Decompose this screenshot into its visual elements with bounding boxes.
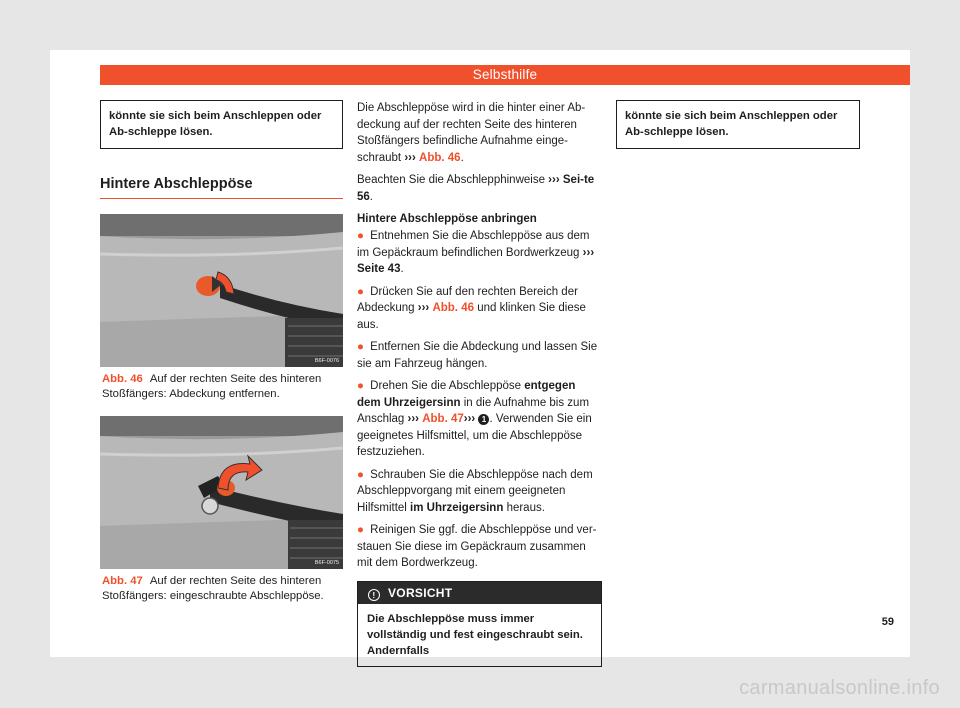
arrow-icon: ››› [407, 413, 420, 425]
figure-ref-link[interactable]: Abb. 47 [422, 413, 464, 425]
watermark: carmanualsonline.info [739, 677, 940, 699]
figure-47-caption [100, 574, 343, 604]
list-item [357, 467, 602, 517]
list-item-text: Entfernen Sie die Abdeckung und lassen Sie sie am Fahrzeug hängen. [357, 341, 598, 370]
emphasis-text: entgegen dem Uhrzeigersinn [357, 380, 576, 409]
figure-47 [100, 416, 343, 569]
figure-46-caption [100, 372, 343, 402]
figure-code: B6F-0075 [314, 560, 339, 566]
figure-label: Abb. 47 [102, 575, 143, 587]
bumper-cover-illustration [100, 214, 343, 367]
figure-ref-link[interactable]: Abb. 46 [419, 151, 461, 164]
tow-eye-illustration [100, 416, 343, 569]
list-item-text: Drücken Sie auf den rechten Bereich der Abdeckung [357, 285, 578, 314]
caption-text: Auf der rechten Seite des hinteren Stoßfängers: Abdeckung entfernen. [102, 373, 322, 400]
list-item-text: in die Aufnahme bis zum Anschlag [357, 396, 590, 425]
page-ref-link[interactable]: Sei-te 56 [357, 174, 595, 203]
arrow-icon: ››› [548, 174, 560, 186]
section-heading: Hintere Abschleppöse [100, 176, 343, 199]
continued-warning-box: könnte sie sich beim Anschleppen oder Ab-schleppe lösen. [616, 100, 860, 149]
bullet-icon: ● [357, 341, 364, 353]
figure-label: Abb. 46 [102, 373, 143, 385]
caution-header [358, 582, 601, 604]
emphasis-text: im Uhrzeigersinn [410, 501, 504, 514]
caution-title: VORSICHT [388, 585, 453, 600]
list-item [357, 284, 602, 334]
paragraph-text: Die Abschleppöse wird in die hinter einer Ab-deckung auf der rechten Seite des hinteren Stoßfängers befindliche Aufnahme einge-schraubt [357, 102, 586, 164]
arrow-icon: ››› [417, 302, 430, 314]
list-item-text: . Verwenden Sie ein geeignetes Hilfsmittel, um die Abschleppöse festzuziehen. [357, 413, 592, 458]
column-middle [357, 100, 602, 667]
list-item-text: heraus. [506, 501, 545, 514]
bullet-icon: ● [357, 230, 364, 242]
bullet-icon: ● [357, 285, 364, 298]
warning-icon: ! [368, 589, 380, 601]
paragraph-text: Beachten Sie die Abschlepphinweise [357, 174, 545, 186]
arrow-icon: ››› [582, 246, 595, 259]
figure-ref-link[interactable]: Abb. 46 [432, 302, 474, 314]
figure-46 [100, 214, 343, 367]
list-item-text: Reinigen Sie ggf. die Abschleppöse und ver-stauen Sie diese im Gepäckraum zusammen mit dem Bordwerkzeug. [357, 524, 597, 569]
section-header: Selbsthilfe [100, 65, 910, 85]
manual-page [50, 50, 910, 657]
figure-code: B6F-0076 [314, 358, 339, 364]
arrow-icon: ››› [463, 413, 476, 425]
caption-text: Auf der rechten Seite des hinteren Stoßfängers: eingeschraubte Abschleppöse. [102, 575, 324, 602]
number-one-icon: 1 [478, 414, 489, 425]
list-item-text: Entnehmen Sie die Abschleppöse aus dem im Gepäckraum befindlichen Bordwerkzeug [357, 230, 590, 259]
list-item-text: und klinken Sie diese aus. [357, 302, 586, 331]
list-item [357, 339, 602, 372]
caution-text: Die Abschleppöse muss immer vollständig und fest eingeschraubt sein. Andernfalls [367, 612, 583, 657]
list-item: ● Entnehmen Sie die Abschleppöse aus dem im Gepäckraum befindlichen Bordwerkzeug ››› Seite 43. [357, 230, 595, 275]
list-item [357, 378, 602, 461]
intro-paragraph: Die Abschleppöse wird in die hinter einer Ab-deckung auf der rechten Seite des hinteren Stoßfängers befindliche Aufnahme einge-schraubt ››› Abb. 46. [357, 102, 586, 164]
column-right [616, 100, 860, 149]
bullet-icon: ● [357, 380, 364, 392]
column-left [100, 100, 343, 604]
list-item-text: Schrauben Sie die Abschleppöse nach dem Abschleppvorgang mit einem geeigneten Hilfsmittel [357, 468, 593, 514]
list-item-text: Drehen Sie die Abschleppöse [370, 380, 522, 392]
page-number: 59 [881, 616, 894, 628]
hint-paragraph: Beachten Sie die Abschlepphinweise ››› Sei-te 56. [357, 174, 595, 203]
continued-warning-box: könnte sie sich beim Anschleppen oder Ab-schleppe lösen. [100, 100, 343, 149]
list-item [357, 522, 602, 572]
arrow-icon: ››› [404, 151, 416, 164]
page-ref-link[interactable]: Seite 43 [357, 263, 401, 275]
bullet-icon: ● [357, 468, 364, 481]
caution-box [357, 581, 602, 667]
bullet-icon: ● [357, 524, 364, 536]
subheading: Hintere Abschleppöse anbringen [357, 213, 537, 225]
